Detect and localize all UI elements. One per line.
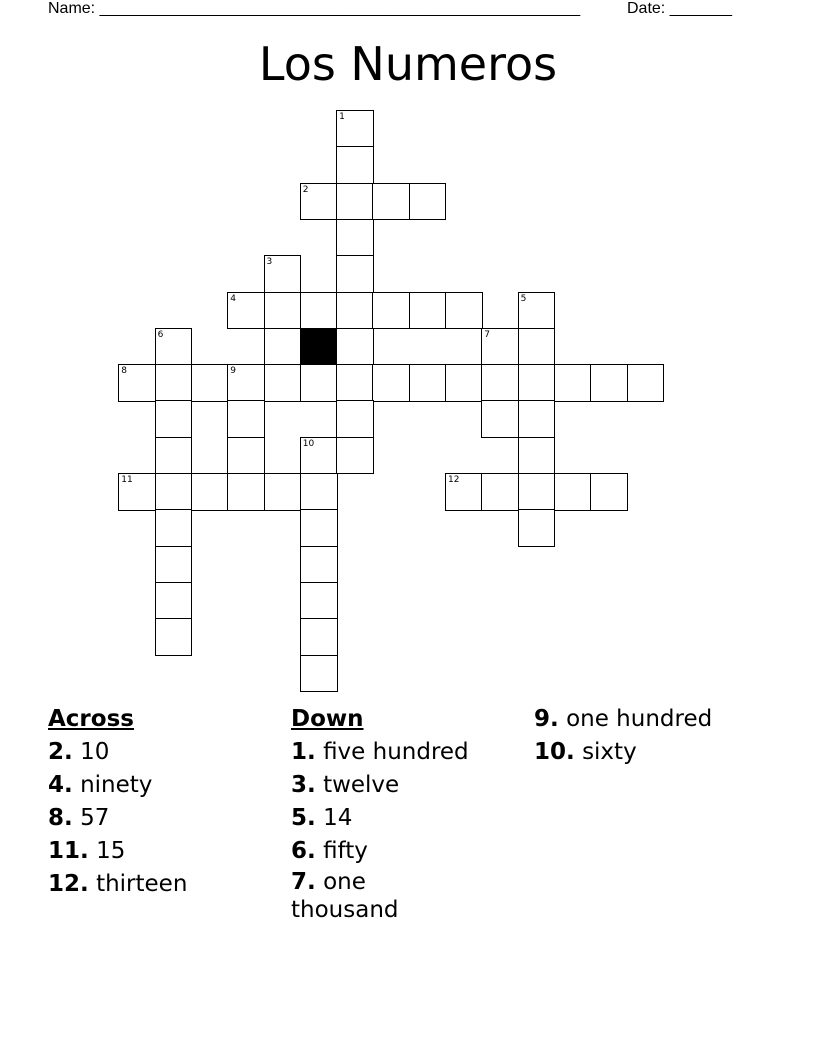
crossword-cell[interactable] [336, 110, 374, 148]
down-clue: 10. sixty [534, 739, 637, 765]
crossword-cell[interactable] [227, 473, 265, 511]
crossword-cell[interactable] [445, 364, 483, 402]
crossword-cell[interactable] [336, 328, 374, 366]
clue-number: 9 [230, 366, 236, 377]
crossword-cell[interactable] [481, 400, 519, 438]
down-clue: 3. twelve [291, 772, 400, 798]
across-clue: 2. 10 [48, 739, 110, 765]
down-clue: 5. 14 [291, 805, 353, 831]
crossword-cell[interactable] [155, 364, 193, 402]
across-clues [48, 703, 278, 901]
crossword-cell[interactable] [155, 618, 193, 656]
clue-number: 2 [302, 184, 309, 195]
clue-number: 7 [484, 329, 491, 340]
crossword-cell[interactable] [590, 364, 628, 402]
crossword-cell[interactable] [155, 509, 193, 547]
crossword-cell[interactable] [518, 400, 556, 438]
crossword-cell[interactable] [409, 183, 447, 221]
clue-number: 4 [230, 293, 236, 304]
crossword-black-cell [300, 328, 338, 366]
crossword-cell[interactable] [300, 292, 338, 330]
crossword-cell[interactable] [372, 292, 410, 330]
crossword-cell[interactable] [481, 364, 519, 402]
crossword-cell[interactable] [590, 473, 628, 511]
crossword-cell[interactable] [118, 364, 156, 402]
crossword-cell[interactable] [191, 364, 229, 402]
crossword-cell[interactable] [300, 618, 338, 656]
crossword-cell[interactable] [336, 183, 374, 221]
crossword-cell[interactable] [445, 473, 483, 511]
down-clue: 1. five hundred [291, 739, 469, 765]
across-clue: 4. ninety [48, 772, 153, 798]
crossword-cell[interactable] [481, 473, 519, 511]
crossword-cell[interactable] [264, 292, 302, 330]
crossword-cell[interactable] [264, 328, 302, 366]
down-clues [291, 703, 506, 929]
down-clues-continued [534, 703, 774, 769]
crossword-cell[interactable] [155, 437, 193, 475]
crossword-cell[interactable] [227, 364, 265, 402]
clue-number: 3 [266, 257, 273, 268]
crossword-cell[interactable] [336, 146, 374, 184]
down-heading: Down [291, 706, 364, 732]
crossword-cell[interactable] [227, 437, 265, 475]
crossword-cell[interactable] [481, 328, 519, 366]
crossword-cell[interactable] [300, 183, 338, 221]
crossword-cell[interactable] [518, 292, 556, 330]
across-heading: Across [48, 706, 134, 732]
page-title: Los Numeros [258, 37, 558, 91]
crossword-cell[interactable] [264, 473, 302, 511]
crossword-cell[interactable] [300, 473, 338, 511]
crossword-cell[interactable] [336, 400, 374, 438]
crossword-cell[interactable] [300, 509, 338, 547]
clue-number: 8 [121, 366, 128, 377]
across-clue: 11. 15 [48, 838, 126, 864]
crossword-cell[interactable] [191, 473, 229, 511]
crossword-cell[interactable] [155, 546, 193, 584]
crossword-cell[interactable] [445, 292, 483, 330]
crossword-cell[interactable] [300, 546, 338, 584]
clue-number: 11 [121, 475, 133, 485]
crossword-cell[interactable] [336, 219, 374, 257]
crossword-cell[interactable] [336, 255, 374, 293]
clue-number: 1 [339, 112, 345, 122]
crossword-cell[interactable] [155, 400, 193, 438]
crossword-cell[interactable] [554, 364, 592, 402]
down-clue: 9. one hundred [534, 706, 713, 732]
crossword-cell[interactable] [336, 437, 374, 475]
crossword-cell[interactable] [300, 582, 338, 620]
crossword-cell[interactable] [155, 473, 193, 511]
crossword-cell[interactable] [155, 582, 193, 620]
down-clue: 6. fifty [291, 838, 368, 864]
date-line: Date: _______ [627, 0, 732, 17]
crossword-cell[interactable] [518, 328, 556, 366]
crossword-cell[interactable] [227, 292, 265, 330]
clue-number: 12 [448, 475, 460, 485]
crossword-cell[interactable] [227, 400, 265, 438]
crossword-cell[interactable] [518, 509, 556, 547]
name-line: Name: ______________________________________________________ [48, 0, 581, 17]
crossword-cell[interactable] [554, 473, 592, 511]
across-clue: 12. thirteen [48, 871, 188, 897]
crossword-cell[interactable] [336, 364, 374, 402]
crossword-cell[interactable] [336, 292, 374, 330]
crossword-cell[interactable] [264, 364, 302, 402]
crossword-cell[interactable] [372, 364, 410, 402]
crossword-cell[interactable] [518, 364, 556, 402]
crossword-cell[interactable] [518, 437, 556, 475]
crossword-cell[interactable] [518, 473, 556, 511]
crossword-cell[interactable] [627, 364, 665, 402]
across-clue: 8. 57 [48, 805, 110, 831]
clue-number: 10 [302, 438, 315, 449]
crossword-cell[interactable] [409, 364, 447, 402]
crossword-cell[interactable] [300, 655, 338, 693]
crossword-cell[interactable] [372, 183, 410, 221]
crossword-cell[interactable] [155, 328, 193, 366]
crossword-cell[interactable] [264, 255, 302, 293]
crossword-cell[interactable] [300, 364, 338, 402]
crossword-cell[interactable] [409, 292, 447, 330]
clue-number: 5 [520, 293, 527, 304]
down-clue: 7. one thousand [291, 869, 399, 923]
crossword-cell[interactable] [300, 437, 338, 475]
clue-number: 6 [157, 329, 164, 340]
crossword-cell[interactable] [118, 473, 156, 511]
